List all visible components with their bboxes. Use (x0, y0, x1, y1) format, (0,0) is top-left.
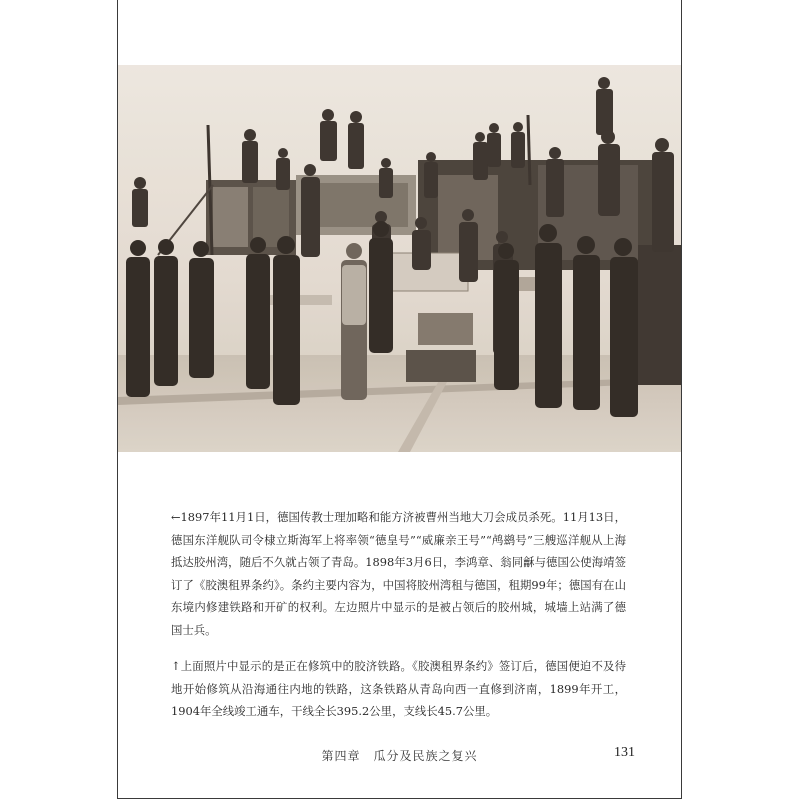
historical-photo (118, 65, 681, 452)
footer-chapter-title: 第四章 瓜分及民族之复兴 (321, 749, 478, 763)
book-page (117, 0, 682, 799)
page-number: 131 (614, 745, 635, 760)
photo-railway-construction-icon (118, 65, 681, 452)
caption-paragraph-1: ←1897年11月1日，德国传教士理加略和能方济被曹州当地大刀会成员杀死。11月13日，德国东洋舰队司令棣立斯海军上将率领“德皇号”“威廉亲王号”“鸬鹚号”三艘巡洋舰从上海抵达胶州湾，随后不久就占领了青岛。1898年3月6日，李鸿章、翁同龢与德国公使海靖签订了《胶澳租界条约》。条约主要内容为，中国将胶州湾租与德国，租期99年；德国有在山东境内修建铁路和开矿的权利。左边照片中显示的是被占领后的胶州城，城墙上站满了德国士兵。 (171, 510, 626, 637)
caption-paragraph-2: ↑上面照片中显示的是正在修筑中的胶济铁路。《胶澳租界条约》签订后，德国便迫不及待地开始修筑从沿海通往内地的铁路，这条铁路从青岛向西一直修到济南，1899年开工，1904年全线竣工通车，干线全长395.2公里，支线长45.7公里。 (171, 659, 626, 718)
